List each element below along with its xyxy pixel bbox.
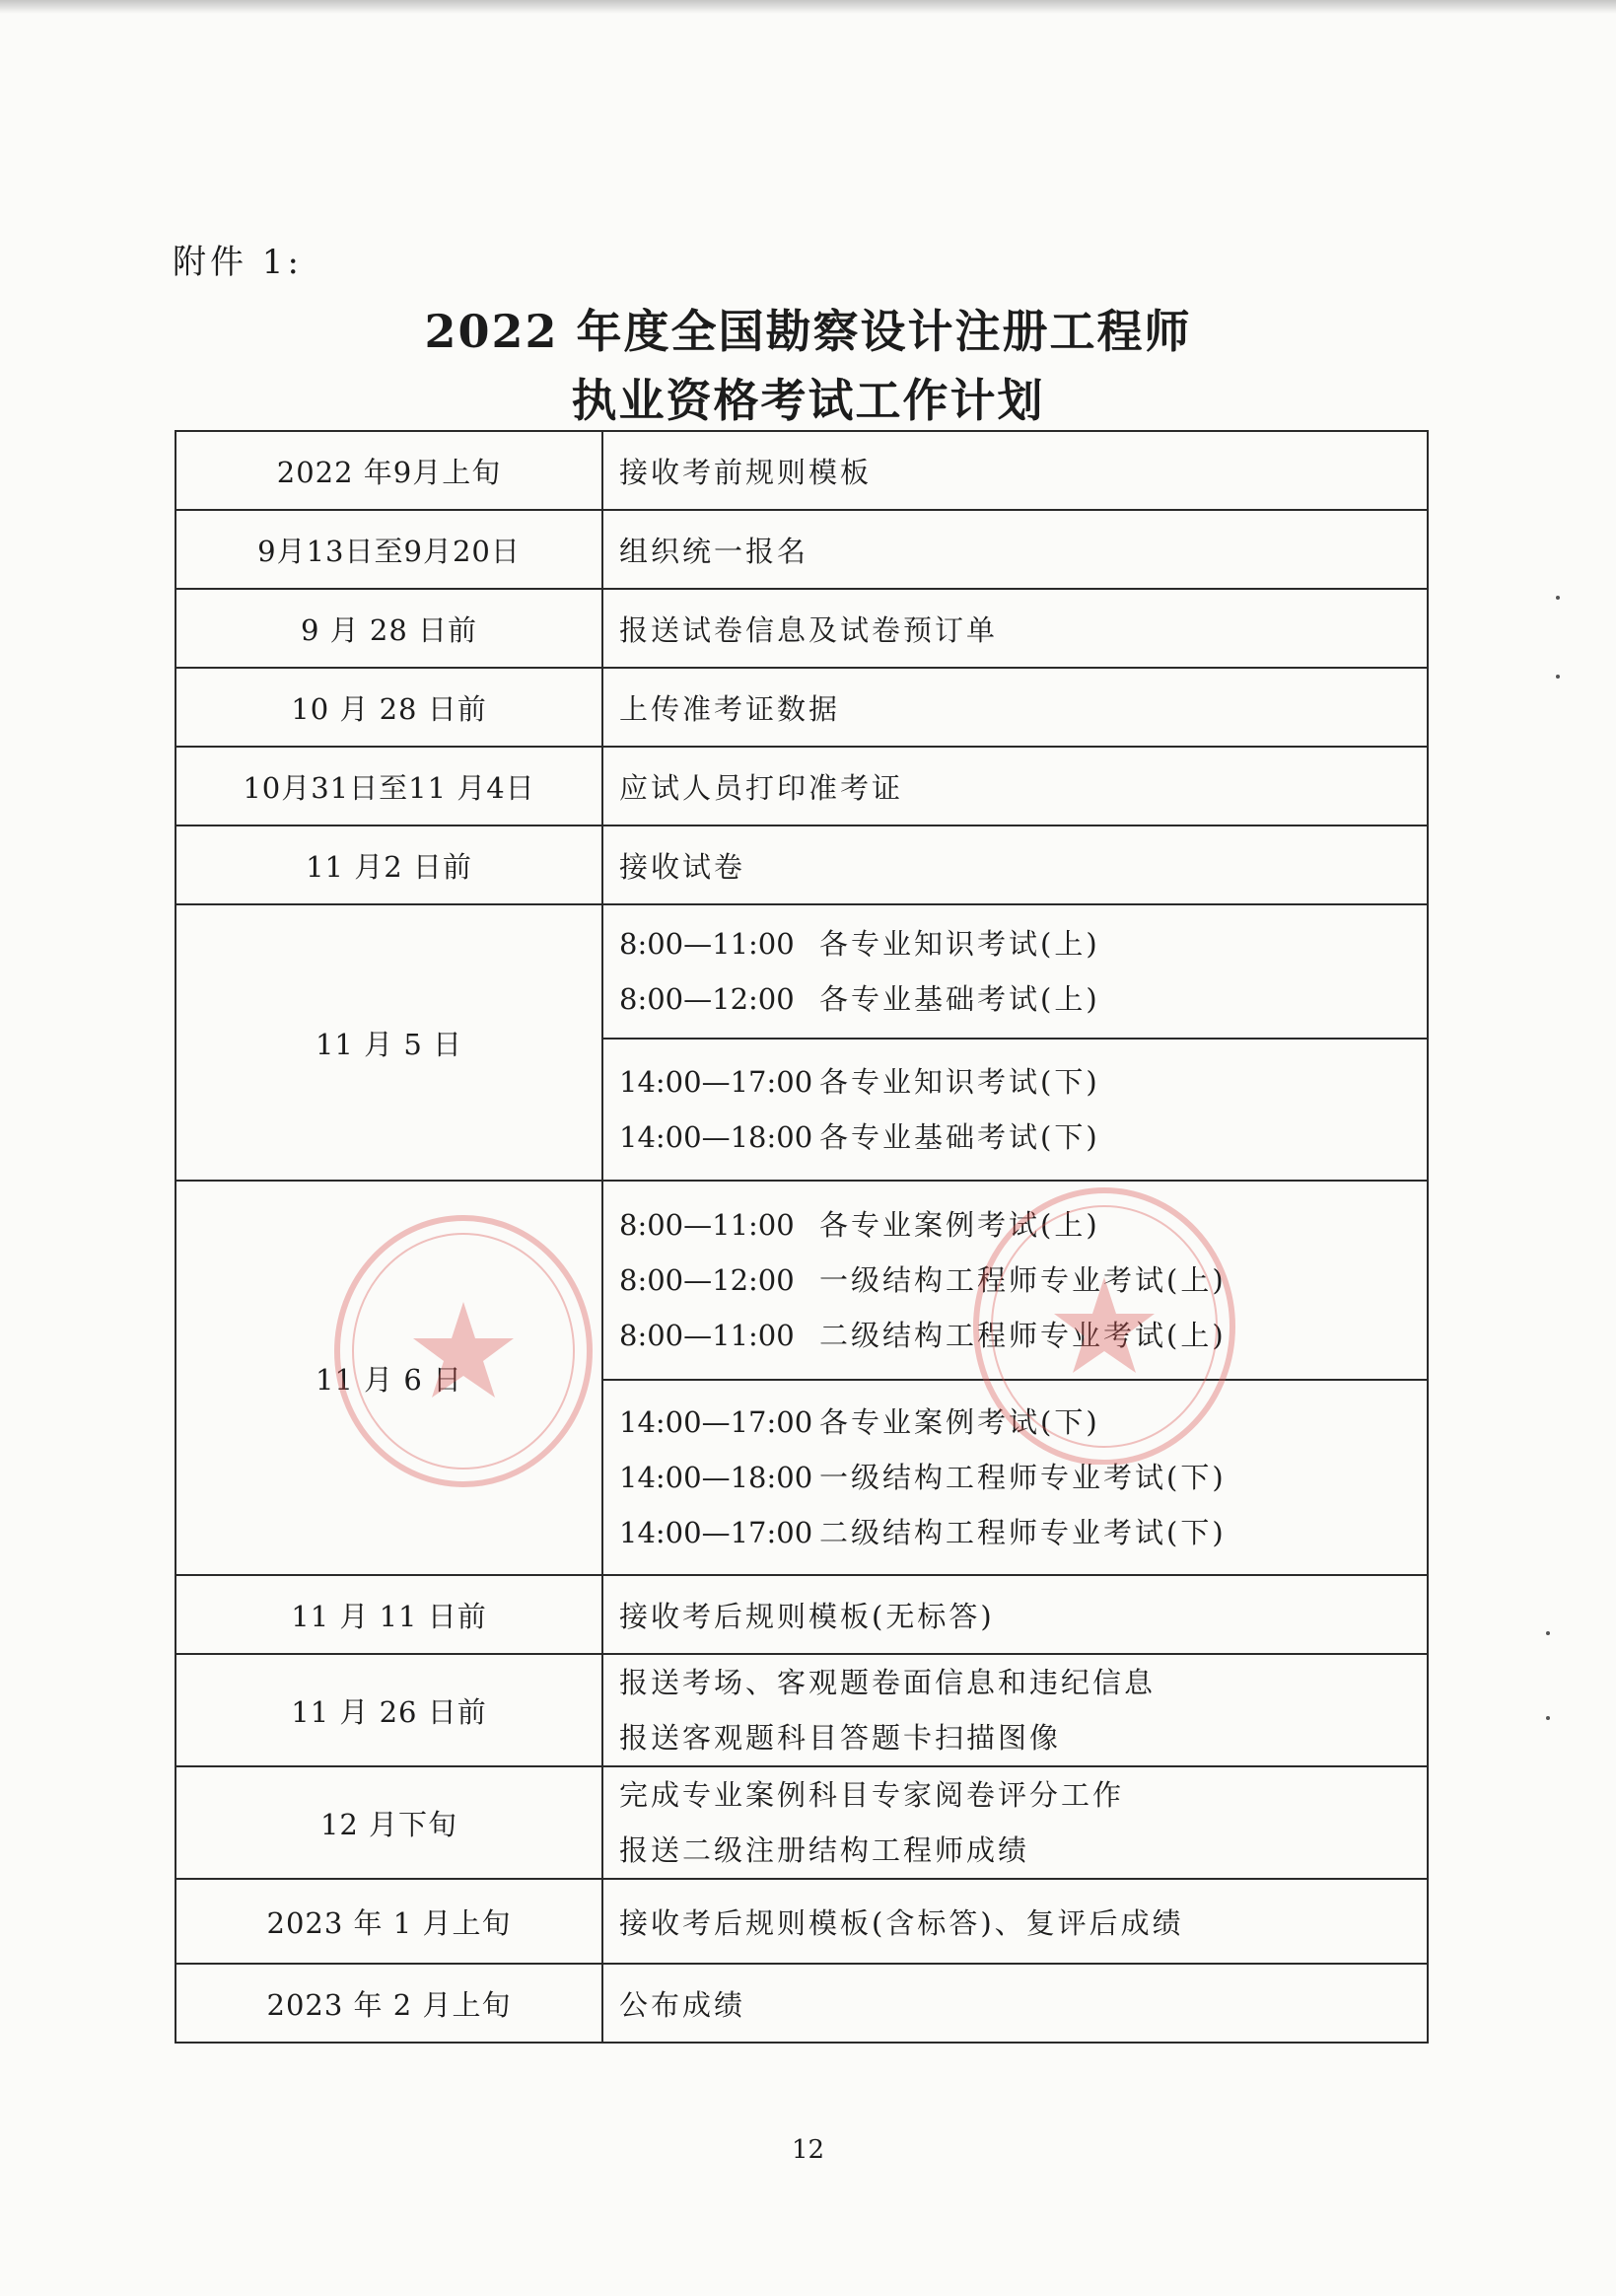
exam-subject: 各专业基础考试(下) [819,1120,1100,1154]
row-task-multi [602,1654,1428,1766]
exam-subject: 各专业知识考试(上) [819,927,1100,961]
exam-block-afternoon [602,1380,1428,1575]
scan-speck [1556,596,1560,600]
row-task: 接收考前规则模板 [602,431,1428,510]
exam-line [619,1253,1427,1308]
row-date: 10 月 28 日前 [176,668,602,747]
task-line: 完成专业案例科目专家阅卷评分工作 [619,1778,1125,1812]
attachment-label: 附件 1: [173,243,303,282]
task-line: 报送客观题科目答题卡扫描图像 [619,1721,1062,1755]
exam-line [619,1505,1427,1560]
row-date: 11 月 26 日前 [176,1654,602,1766]
table-row-nov6-morning [176,1181,1428,1380]
row-date: 12 月下旬 [176,1766,602,1879]
exam-time: 14:00—17:00 [619,1405,813,1439]
exam-time: 8:00—11:00 [619,927,795,961]
table-row [176,1766,1428,1879]
row-task: 上传准考证数据 [602,668,1428,747]
exam-time: 14:00—17:00 [619,1065,813,1099]
table-row [176,668,1428,747]
table-row [176,1964,1428,2043]
row-date: 9月13日至9月20日 [176,510,602,589]
table-row [176,510,1428,589]
scan-speck [1546,1631,1550,1635]
row-task: 接收试卷 [602,825,1428,904]
table-row [176,747,1428,825]
row-task: 应试人员打印准考证 [602,747,1428,825]
table-row-nov5-morning [176,904,1428,1039]
row-date: 9 月 28 日前 [176,589,602,668]
row-task: 公布成绩 [602,1964,1428,2043]
exam-subject: 各专业基础考试(上) [819,982,1100,1016]
exam-time: 14:00—18:00 [619,1120,813,1154]
exam-time: 8:00—12:00 [619,1263,795,1297]
row-date: 11 月 6 日 [176,1181,602,1575]
exam-line [619,1110,1427,1165]
row-task: 报送试卷信息及试卷预订单 [602,589,1428,668]
task-line: 报送考场、客观题卷面信息和违纪信息 [619,1666,1157,1699]
row-date: 11 月 11 日前 [176,1575,602,1654]
exam-line [619,1308,1427,1363]
scan-top-shadow [0,0,1616,14]
exam-block-morning [602,904,1428,1039]
exam-line [619,1450,1427,1505]
exam-subject: 各专业知识考试(下) [819,1065,1100,1099]
exam-line [619,1395,1427,1450]
table-row [176,1879,1428,1964]
row-date: 11 月2 日前 [176,825,602,904]
exam-line [619,916,1427,971]
row-task: 接收考后规则模板(无标答) [602,1575,1428,1654]
document-title-line2: 执业资格考试工作计划 [571,374,1045,427]
row-date: 10月31日至11 月4日 [176,747,602,825]
row-date: 2023 年 2 月上旬 [176,1964,602,2043]
row-task: 接收考后规则模板(含标答)、复评后成绩 [602,1879,1428,1964]
table-row [176,1654,1428,1766]
exam-subject: 各专业案例考试(上) [819,1208,1100,1242]
exam-time: 8:00—12:00 [619,982,795,1016]
exam-block-afternoon [602,1039,1428,1181]
exam-line [619,1197,1427,1253]
exam-time: 8:00—11:00 [619,1208,795,1242]
row-date: 2022 年9月上旬 [176,431,602,510]
exam-line [619,971,1427,1027]
row-task: 组织统一报名 [602,510,1428,589]
exam-time: 14:00—17:00 [619,1516,813,1549]
table-row [176,1575,1428,1654]
exam-time: 14:00—18:00 [619,1461,813,1494]
exam-block-morning [602,1181,1428,1380]
row-task-multi [602,1766,1428,1879]
task-line: 报送二级注册结构工程师成绩 [619,1833,1030,1867]
row-date: 11 月 5 日 [176,904,602,1181]
table-row [176,825,1428,904]
exam-time: 8:00—11:00 [619,1319,795,1352]
row-date: 2023 年 1 月上旬 [176,1879,602,1964]
exam-subject: 一级结构工程师专业考试(下) [819,1461,1227,1494]
table-row [176,431,1428,510]
table-row [176,589,1428,668]
exam-line [619,1054,1427,1110]
exam-subject: 各专业案例考试(下) [819,1405,1100,1439]
scan-speck [1546,1716,1550,1720]
document-title-line1: 2022 年度全国勘察设计注册工程师 [424,305,1192,358]
exam-subject: 二级结构工程师专业考试(上) [819,1319,1227,1352]
exam-subject: 二级结构工程师专业考试(下) [819,1516,1227,1549]
page-number: 12 [791,2135,825,2165]
scan-speck [1556,675,1560,679]
exam-subject: 一级结构工程师专业考试(上) [819,1263,1227,1297]
schedule-table [175,430,1429,2044]
